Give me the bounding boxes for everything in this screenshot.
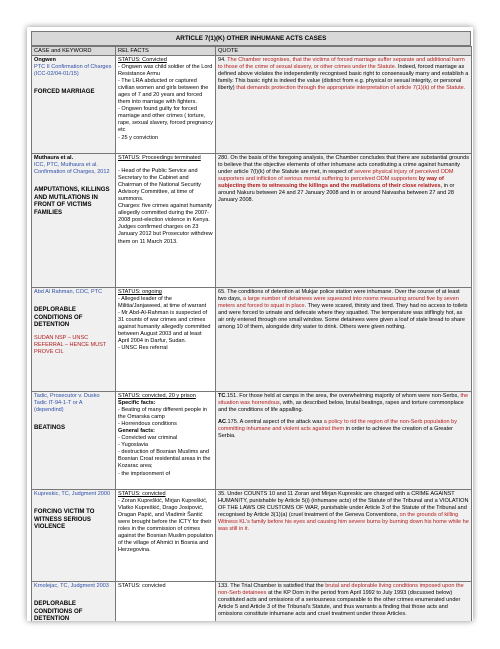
case-cell [32,154,116,288]
facts-cell [116,288,216,392]
case-cell [32,582,116,622]
case-quote [218,155,469,204]
quote-segment: by way of subjecting them to witnessing the killings and the mutilations of their close relatives [218,176,444,190]
case-keyword: FORCED MARRIAGE [34,88,95,96]
table-row [32,154,472,288]
case-facts: - Alleged leader of the Militia/Janjaweed, at time of warrant - Mr Abd-Al-Rahman is suspected of 31 counts of war crimes and crimes against humanity allegedly committed between August 2003 and at least April 2004 in Darfur, Sudan. - UNSC Res referral [118,296,211,352]
case-quote [218,583,469,618]
case-name: Krnolejac, TC, Judgment 2003 [34,583,109,589]
quote-segment: , with, as described below, brutal beatings, rapes and torture commonplace and the conditions of life appalling. [218,400,464,414]
cases-table [31,46,472,621]
table-row [32,56,472,154]
table-row [32,490,472,582]
case-quote [218,393,469,414]
case-cell [32,56,116,154]
case-keyword: DEPLORABLE CONDITIONS OF DETENTION [34,600,83,621]
case-status: STATUS: ongoing [118,289,162,295]
case-quote [218,57,469,92]
quote-segment: 35. Under COUNTS 10 and 11 Zoran and Mirjan Kupreskic are charged with a CRIME AGAINST HUMANITY, punishable by Article 5(i) (inhumane acts) of the Statute of the Tribunal and a VIOLATION OF THE LAWS OR CUSTOMS OF WAR, punishable under Article 3 of the Statute of the Tribunal and recognised by Article 3(1)(a) (cruel treatment of the Geneva Conventions, [218,491,469,519]
case-name: Ongwen [34,57,56,63]
case-name: Kupreskic, TC, Judgment 2000 [34,491,111,497]
case-cell [32,392,116,490]
case-quote-appeal [218,419,469,440]
table-row [32,392,472,490]
case-keyword: AMPUTATIONS, KILLINGS AND MUTILATIONS IN FRONT OF VICTIMS FAMILIES [34,186,110,216]
quote-segment: The Chamber recognises, that the victims of forced marriage suffer separate and additional harm to those of the crime of sexual slavery, or other crimes under the Statute. [218,57,465,71]
case-keyword: DEPLORABLE CONDITIONS OF DETENTION [34,306,83,329]
case-status: STATUS: Proceedings terminated [118,155,201,161]
quote-segment: 65. The conditions of detention at Mukjar police station were inhumane. Over the course of at least two days, [218,289,460,303]
case-citation: ICC, PTC, Muthaura et al. Confirmation of Charges, 2012 [34,162,110,176]
table-header-row [32,47,472,56]
facts-cell [116,582,216,622]
facts-cell [116,56,216,154]
quote-segment: on the grounds of killing Witness KL's family before his eyes and causing him severe burns by burning down his home while he was still in it. [218,512,469,533]
facts-cell [116,154,216,288]
page-title: ARTICLE 7(1)(K) OTHER INHUMANE ACTS CASES [31,31,471,46]
quote-cell [216,154,472,288]
case-status: STATUS: convicted [118,583,166,589]
quote-segment: the situation was horrendous [218,393,469,407]
case-name: Muthaura et al. [34,155,74,161]
case-quote [218,491,469,533]
case-note: SUDAN NSP – UNSC REFERRAL – HENCE MUST PROVE CIL [34,334,107,355]
quote-segment: TC [218,393,226,399]
case-status: STATUS: convicted [118,491,166,497]
case-cell [32,288,116,392]
quote-cell [216,392,472,490]
table-row [32,582,472,622]
quote-segment: .175. A central aspect of the attack was [226,419,324,426]
quote-segment: 94. [218,57,228,63]
header-quote: QUOTE [216,47,472,56]
quote-segment: severe physical injury of perceived ODM supporters and infliction of serious mental suffering to perceived ODM supporters [218,169,454,183]
quote-segment: , in or around Nakuru between 24 and 27 January 2008 and in or around Naivasha between 27 and 28 January 2008. [218,183,455,204]
quote-cell [216,582,472,622]
quote-segment: a policy to rid the region of the non-Serb population by committing inhumane and violent acts against them [218,419,457,433]
quote-segment: .151. For those held at camps in the area, the overwhelming majority of whom were non-Serbs, [225,393,461,399]
case-name: Abd Al Rahman, COC, PTC [34,289,103,295]
quote-cell [216,56,472,154]
case-facts: - Head of the Public Service and Secretary to the Cabinet and Chairman of the National Security Advisory Committee, at time of summons. Charges: five crimes against humanity allegedly committed during the 2007-2008 post-election violence in Kenya. Judges confirmed charges on 23 January 2012 but Prosecutor withdrew them on 11 March 2013. [118,168,213,245]
quote-cell [216,490,472,582]
document-page [27,27,473,621]
quote-segment: AC [218,419,227,426]
header-case-keyword: CASE and KEYWORD [32,47,116,56]
general-facts-heading: General facts: [118,428,155,435]
case-status: STATUS: convicted, 20 y prison [118,393,196,399]
case-keyword: BEATINGS [34,424,66,432]
header-rel-facts: REL FACTS [116,47,216,56]
table-row [32,288,472,392]
case-status: STATUS: Convicted [118,57,167,63]
quote-cell [216,288,472,392]
case-cell [32,490,116,582]
specific-facts-heading: Specific facts: [118,400,156,407]
case-citation: PTC II Confirmation of Charges (ICC-02/04-01/15) [34,64,112,78]
case-facts: - Beating of many different people in the Omarska camp - Horrendous conditions [118,407,208,428]
quote-segment: They were scared, thirsty and tired. They had no access to toilets and were forced to urinate and defecate where they squatted. The temperature was stiflingly hot, as air only entered through one small window. Some detainees were given a loaf of stale bread to share among 10 of them, alongside dirty water to drink. Others were given nothing. [218,303,468,331]
quote-segment: in order to achieve the creation of a Greater Serbia. [218,426,453,440]
facts-cell [116,392,216,490]
case-keyword: FORCING VICTIM TO WITNESS SERIOUS VIOLENCE [34,508,95,531]
case-quote [218,289,469,331]
quote-segment: at the KP Dom in the period from April 1992 to July 1993 (discussed below) constituted acts and omissions of a seriousness comparable to the other crimes enumerated under Article 5 and Article 3 of the Tribunal's Statute, and thus warrants a finding that those acts and omissions constitute inhumane acts and cruel treatment under those Articles. [218,590,461,618]
quote-segment: brutal and deplorable living conditions imposed upon the non-Serb detainees [218,583,464,597]
facts-cell [116,490,216,582]
case-facts: - Ongwen was child soldier of the Lord Resistance Armu - The LRA abducted or captured civilian women and girls between the ages of 7 and 20 years and forced them into marriage with fighters. - Ongwen found guilty for forced marriage and other crimes ( torture, rape, sexual slavery, forced pregnancy etc - 25 y conviction [118,64,213,141]
case-facts: - Zoran Kupreškić, Mirjan Kupreškić, Vlatko Kupreškić, Drago Josipović, Dragan Papić, and Vladimir Šantić were brought before the ICTY for their roles in the commission of crimes against the Bosnian Muslim population of the village of Ahmići in Bosnia and Herzegovina. [118,498,213,554]
quote-segment: 280. On the basis of the foregoing analysis, the Chamber concludes that there are substantial grounds to believe that the objective elements of other inhumane acts constituting a crime against humanity under article 7(l)(k) of the Statute are met, in respect of [218,155,469,176]
quote-segment: that demands protection through the appropriate interpretation of article 7(1)(k) of the Statute. [236,85,466,92]
case-facts-general: - Convicted war criminal - Yugoslavia - destruction of Bosnian Muslims and Bosnian Croat residential areas in the Kozarac area; - the imprisonment of [118,435,211,477]
quote-segment: Indeed, forced marriage as defined above violates the independently recognised basic right to consensually marry and establish a family. This basic right is indeed the value (distinct from e.g. physical or sexual integrity, or personal liberty) [218,64,469,92]
case-name: Tadic, Prosecutor v. Dusko Tadic IT-94-1-T or A (dependind) [34,393,100,414]
quote-segment: 133. The Trial Chamber is satisfied that the [218,583,326,589]
quote-segment: a large number of detainees were squeezed into rooms measuring around five by seven meters and forced to squat in place. [218,296,459,310]
